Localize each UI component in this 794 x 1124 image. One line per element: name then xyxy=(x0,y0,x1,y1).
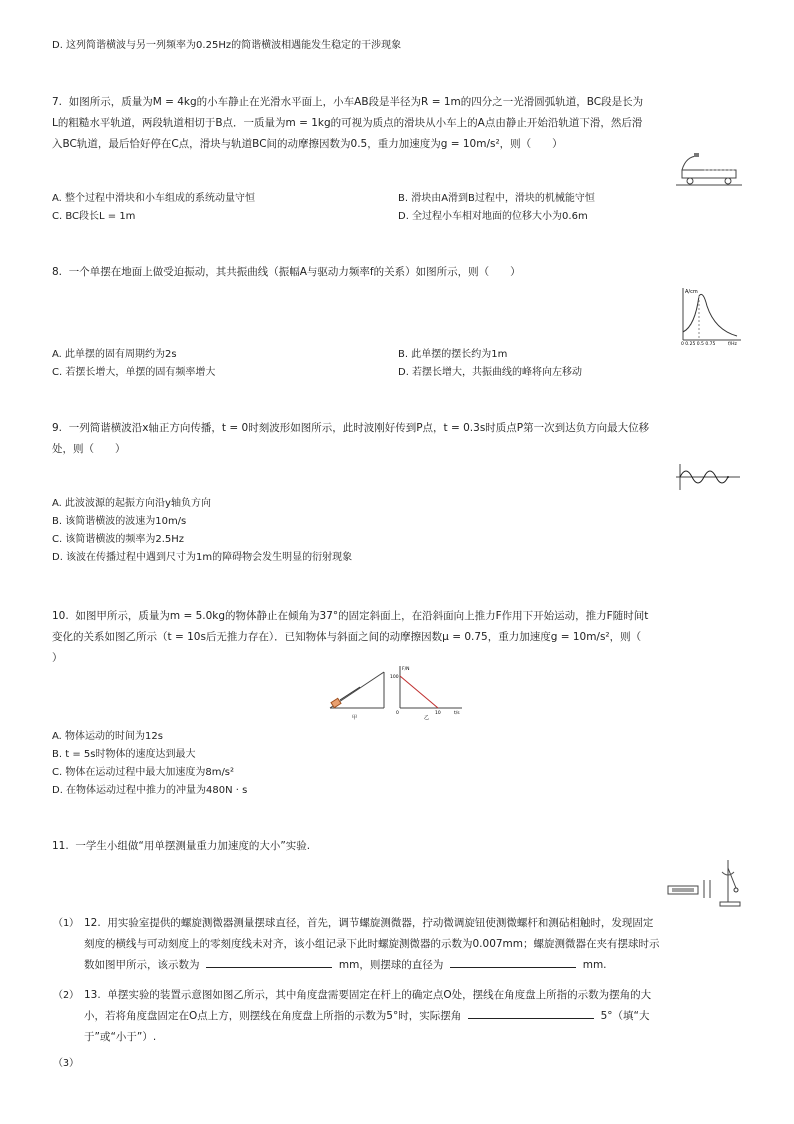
q9-wave-figure xyxy=(672,462,742,492)
q11-part1-number: 12. xyxy=(84,917,101,929)
q7-cart-figure xyxy=(676,152,742,186)
q10-figure xyxy=(326,662,466,722)
q11-line1: 一学生小组做“用单摆测量重力加速度的大小”实验. xyxy=(75,840,311,852)
q8-option-a: A. 此单摆的固有周期约为2s xyxy=(52,349,177,360)
q8-axis-y: A/cm xyxy=(685,289,698,295)
q11-part1-line2: 刻度的横线与可动刻度上的零刻度线未对齐，该小组记录下此时螺旋测微器的示数为0.007mm；螺旋测微器在夹有摆球时示 xyxy=(84,938,660,950)
q8-line1: 一个单摆在地面上做受迫振动，其共振曲线（振幅A与驱动力频率f的关系）如图所示，则（ ） xyxy=(68,266,521,278)
q7-line1: 如图所示，质量为M = 4kg的小车静止在光滑水平面上，小车AB段是半径为R = 1m的四分之一光滑圆弧轨道，BC段是长为 xyxy=(68,96,644,108)
q8-ticks: 0 0.25 0.5 0.75 xyxy=(681,342,716,346)
q8-option-c: C. 若摆长增大，单摆的固有频率增大 xyxy=(52,367,216,378)
q10-option-d: D. 在物体运动过程中推力的冲量为480N · s xyxy=(52,785,248,796)
q11-part2 xyxy=(84,985,744,1048)
q8-axis-x: f/Hz xyxy=(728,342,737,346)
q9-option-c: C. 该简谐横波的频率为2.5Hz xyxy=(52,534,185,545)
q10-stem xyxy=(52,606,742,669)
q11-part1-line1: 用实验室提供的螺旋测微器测量摆球直径，首先，调节螺旋测微器，拧动微调旋钮使测微螺杆和测砧相触时，发现固定 xyxy=(107,917,654,929)
q10-label-ts: t/s xyxy=(454,711,460,716)
q7-line2: L的粗糙水平轨道，两段轨道相切于B点．一质量为m = 1kg的可视为质点的滑块从小车上的A点由静止开始沿轨道下滑，然后滑 xyxy=(52,117,643,129)
q9-line2: 处，则（ ） xyxy=(52,443,126,455)
q10-line3: ） xyxy=(52,652,63,664)
q9-line1: 一列简谐横波沿x轴正方向传播，t = 0时刻波形如图所示，此时波刚好传到P点，t = 0.3s时质点P第一次到达负方向最大位移 xyxy=(68,422,650,434)
q10-label-jia: 甲 xyxy=(352,715,358,721)
q10-label-zero: 0 xyxy=(396,711,399,716)
q10-label-fn: F/N xyxy=(402,667,410,672)
q11-part2-number: 13. xyxy=(84,989,101,1001)
answer-blank-angle[interactable] xyxy=(468,1006,594,1019)
q6-option-d: D. 这列简谐横波与另一列频率为0.25Hz的简谐横波相遇能发生稳定的干涉现象 xyxy=(52,40,402,51)
q11-figure xyxy=(666,858,744,910)
q11-part2-line3: 于”或“小于”）. xyxy=(84,1031,157,1043)
q11-part2-line2b: 5°（填“大 xyxy=(600,1010,650,1022)
q7-line3: 入BC轨道，最后恰好停在C点，滑块与轨道BC间的动摩擦因数为0.5，重力加速度为g = 10m/s²，则（ ） xyxy=(52,138,563,150)
q11-part2-tag: （2） xyxy=(53,990,80,1001)
q10-option-b: B. t = 5s时物体的速度达到最大 xyxy=(52,749,196,760)
q10-line1: 如图甲所示，质量为m = 5.0kg的物体静止在倾角为37°的固定斜面上，在沿斜面向上推力F作用下开始运动，推力F随时间t xyxy=(75,610,649,622)
q10-option-a: A. 物体运动的时间为12s xyxy=(52,731,163,742)
q9-number: 9. xyxy=(52,422,63,434)
q11-stem xyxy=(52,836,742,857)
q9-option-a: A. 此波波源的起振方向沿y轴负方向 xyxy=(52,498,211,509)
q10-label-t10: 10 xyxy=(435,711,441,716)
answer-blank-reading[interactable] xyxy=(206,955,332,968)
q7-option-d: D. 全过程小车相对地面的位移大小为0.6m xyxy=(398,211,588,222)
q9-stem xyxy=(52,418,742,460)
answer-blank-diameter[interactable] xyxy=(450,955,576,968)
q7-number: 7. xyxy=(52,96,63,108)
q10-number: 10. xyxy=(52,610,69,622)
q8-option-b: B. 此单摆的摆长约为1m xyxy=(398,349,508,360)
q10-line2: 变化的关系如图乙所示（t = 10s后无推力存在）．已知物体与斜面之间的动摩擦因数μ = 0.75，重力加速度g = 10m/s²，则（ xyxy=(52,631,642,643)
q11-number: 11. xyxy=(52,840,69,852)
q10-label-yi: 乙 xyxy=(424,715,430,721)
q11-part2-line2a: 小，若将角度盘固定在O点上方，则摆线在角度盘上所指的示数为5°时，实际摆角 xyxy=(84,1010,462,1022)
q7-option-a: A. 整个过程中滑块和小车组成的系统动量守恒 xyxy=(52,193,256,204)
q11-part1-line3b: mm，则摆球的直径为 xyxy=(338,959,444,971)
q7-option-c: C. BC段长L = 1m xyxy=(52,211,136,222)
q10-label-100: 100 xyxy=(390,675,399,680)
q11-part3-tag: （3） xyxy=(53,1058,80,1069)
q8-option-d: D. 若摆长增大，共振曲线的峰将向左移动 xyxy=(398,367,583,378)
q11-part1-tag: （1） xyxy=(53,918,80,929)
q8-resonance-figure xyxy=(675,286,743,346)
q7-stem xyxy=(52,92,742,155)
q10-option-c: C. 物体在运动过程中最大加速度为8m/s² xyxy=(52,767,235,778)
q11-part1-line3a: 数如图甲所示，该示数为 xyxy=(84,959,200,971)
q11-part1-line3c: mm. xyxy=(582,959,607,971)
q8-stem xyxy=(52,262,742,283)
q11-part1 xyxy=(84,913,744,976)
q8-number: 8. xyxy=(52,266,63,278)
q7-option-b: B. 滑块由A滑到B过程中，滑块的机械能守恒 xyxy=(398,193,595,204)
q11-part2-line1: 单摆实验的装置示意图如图乙所示，其中角度盘需要固定在杆上的确定点O处，摆线在角度盘上所指的示数为摆角的大 xyxy=(107,989,652,1001)
q9-option-b: B. 该简谐横波的波速为10m/s xyxy=(52,516,187,527)
q9-option-d: D. 该波在传播过程中遇到尺寸为1m的障碍物会发生明显的衍射现象 xyxy=(52,552,353,563)
